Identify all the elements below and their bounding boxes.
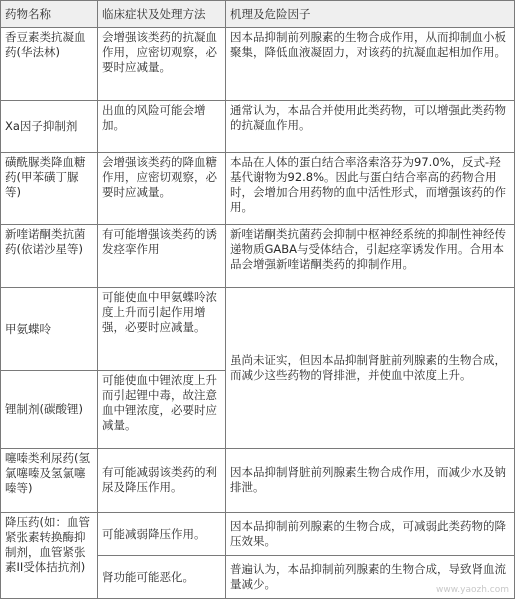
mechanism-cell: 普遍认为，本品抑制前列腺素的生物合成，导致肾血流量减少。 [226,556,515,599]
header-mechanism: 机理及危险因子 [226,1,515,28]
header-symptom: 临床症状及处理方法 [98,1,226,28]
table-row [1,287,515,371]
mechanism-cell: 虽尚未证实，但因本品抑制肾脏前列腺素的生物合成，而减少这些药物的肾排泄，并使血中浓度上升。 [226,287,515,448]
mechanism-cell: 因本品抑制前列腺素的生物合成作用，从而抑制血小板聚集，降低血液凝固力，对该药的抗凝血起相加作用。 [226,28,515,101]
mechanism-cell: 本品在人体的蛋白结合率洛索洛芬为97.0%，反式-羟基代谢物为92.8%。因此与蛋白结合率高的药物合用时，会增加合用药物的血中活性形式，而增强该药的作用。 [226,152,515,225]
table-row [1,28,515,101]
drug-name-cell: 香豆素类抗凝血药(华法林) [1,28,98,101]
mechanism-cell: 通常认为，本品合并使用此类药物，可以增强此类药物的抗凝血作用。 [226,100,515,152]
drug-name-cell: 新喹诺酮类抗菌药(依诺沙星等) [1,225,98,287]
table-row [1,100,515,152]
table-header-row [1,1,515,28]
symptom-cell: 会增强该类药的抗凝血作用，应密切观察，必要时应减量。 [98,28,226,101]
watermark: www.yaozh.com [436,585,509,595]
mechanism-cell: 新喹诺酮类抗菌药会抑制中枢神经系统的抑制性神经传递物质GABA与受体结合，引起痉挛诱发作用。合用本品会增强新喹诺酮类药的抑制作用。 [226,225,515,287]
drug-name-cell: 降压药(如：血管紧张素转换酶抑制剂，血管紧张素II受体拮抗剂) [1,513,98,599]
mechanism-cell: 因本品抑制前列腺素的生物合成，可减弱此类药物的降压效果。 [226,513,515,556]
symptom-cell: 可能使血中锂浓度上升而引起锂中毒，故注意血中锂浓度，必要时应减量。 [98,371,226,448]
drug-name-cell: 甲氨蝶呤 [1,287,98,371]
symptom-cell: 有可能增强该类药的诱发痉挛作用 [98,225,226,287]
drug-name-cell: 磺酰脲类降血糖药(甲苯磺丁脲等) [1,152,98,225]
drug-name-cell: 锂制剂(碳酸锂) [1,371,98,448]
table-row [1,152,515,225]
symptom-cell: 有可能减弱该类药的利尿及降压作用。 [98,448,226,512]
symptom-cell: 可能使血中甲氨蝶呤浓度上升而引起作用增强，必要时应减量。 [98,287,226,371]
mechanism-cell: 因本品抑制肾脏前列腺素生物合成作用，而减少水及钠排泄。 [226,448,515,512]
symptom-cell: 肾功能可能恶化。 [98,556,226,599]
drug-name-cell: 噻嗪类利尿药(氢氯噻嗪及氢氯噻嗪等) [1,448,98,512]
symptom-cell: 会增强该类药的降血糖作用，应密切观察，必要时应减量。 [98,152,226,225]
table-row [1,513,515,556]
header-drug-name: 药物名称 [1,1,98,28]
table-row [1,448,515,512]
symptom-cell: 可能减弱降压作用。 [98,513,226,556]
drug-name-cell: Xa因子抑制剂 [1,100,98,152]
table-row [1,225,515,287]
symptom-cell: 出血的风险可能会增加。 [98,100,226,152]
